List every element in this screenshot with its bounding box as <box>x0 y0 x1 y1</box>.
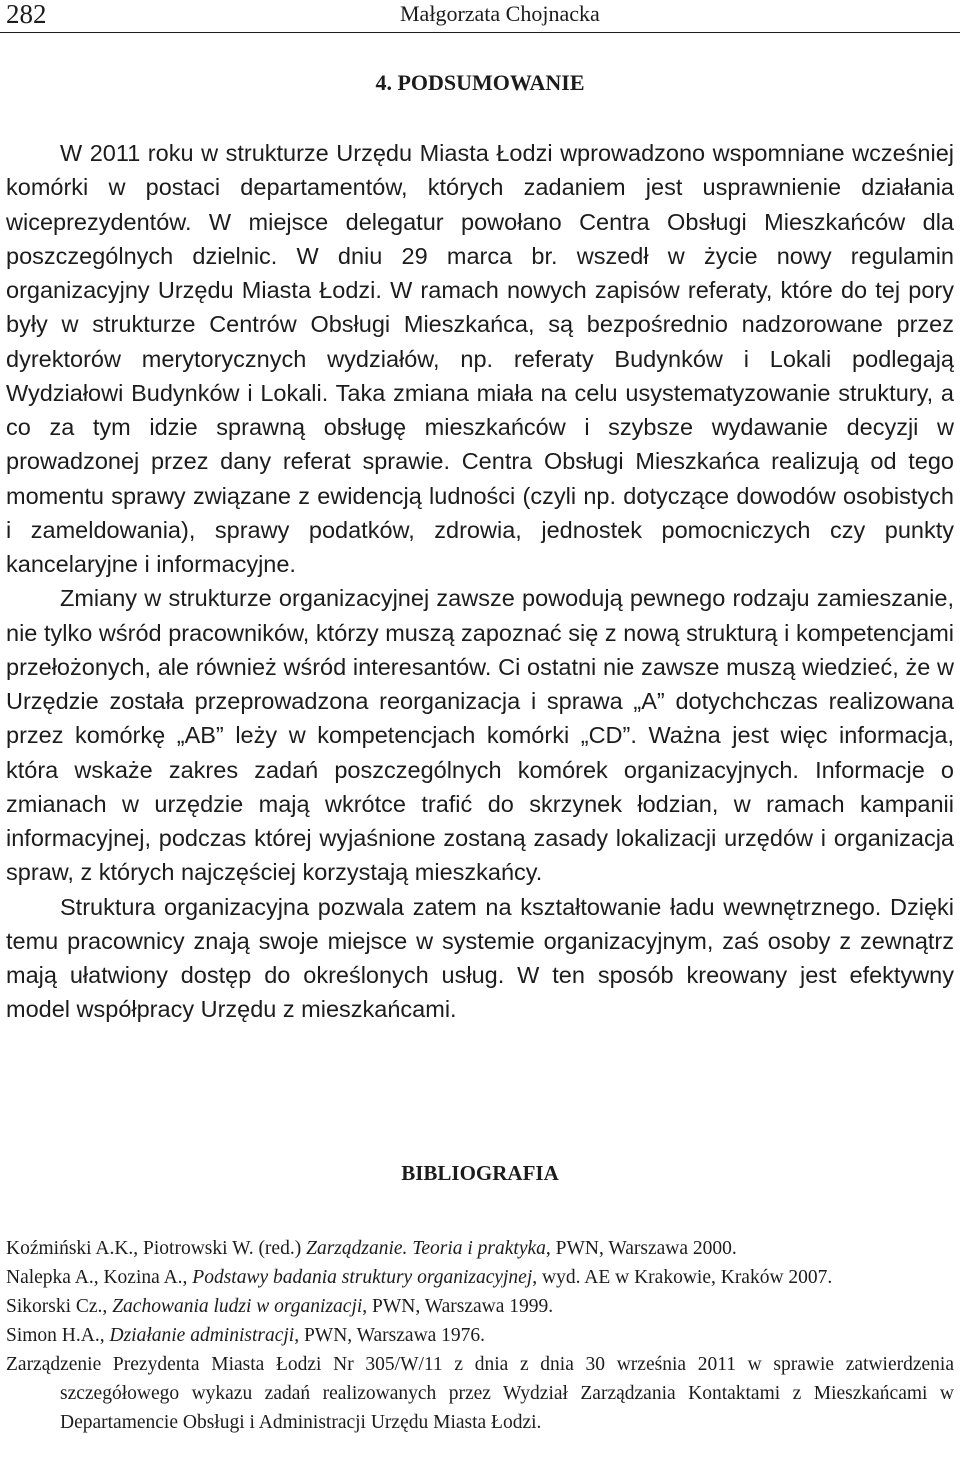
paragraph: Zmiany w strukturze organizacyjnej zawsze powodują pewnego rodzaju zamieszanie, nie tylko wśród pracowników, którzy muszą zapoznać się z nową strukturą i kompetencjami przełożonych, ale również wśród interesantów. Ci ostatni nie zawsze muszą wiedzieć, że w Urzędzie została przeprowadzona reorganizacja i sprawa „A” dotychchczas realizowana przez komórkę „AB” leży w kompetencjach komórki „CD”. Ważna jest więc informacja, która wskaże zakres zadań poszczególnych komórek organizacyjnych. Informacje o zmianach w urzędzie mają wkrótce trafić do skrzynek łodzian, w ramach kampanii informacyjnej, podczas której wyjaśnione zostaną zasady lokalizacji urzędów i organizacja spraw, z których najczęściej korzystają mieszkańcy. <box>6 585 954 886</box>
section-heading: 4. PODSUMOWANIE <box>375 70 585 95</box>
running-author: Małgorzata Chojnacka <box>400 1 600 26</box>
entry-authors: Nalepka A., Kozina A., <box>6 1267 193 1288</box>
bibliography-entry <box>6 1292 954 1321</box>
entry-authors: Sikorski Cz., <box>6 1296 113 1317</box>
entry-publisher: , PWN, Warszawa 1999. <box>362 1296 554 1317</box>
entry-authors: Simon H.A., <box>6 1325 110 1346</box>
entry-title: Podstawy badania struktury organizacyjnej <box>192 1267 533 1288</box>
running-header <box>0 0 960 33</box>
bibliography-entry <box>6 1350 954 1437</box>
entry-publisher: , PWN, Warszawa 2000. <box>545 1238 737 1259</box>
entry-publisher: , wyd. AE w Krakowie, Kraków 2007. <box>532 1267 833 1288</box>
bibliography-list <box>6 1234 954 1437</box>
entry-title: Działanie administracji <box>109 1325 295 1346</box>
bibliography-entry <box>6 1263 954 1292</box>
entry-title: Zarządzanie. Teoria i praktyka <box>306 1238 546 1259</box>
paragraph: Struktura organizacyjna pozwala zatem na kształtowanie ładu wewnętrznego. Dzięki temu pracownicy znają swoje miejsce w systemie organizacyjnym, zaś osoby z zewnątrz mają ułatwiony dostęp do określonych usług. W ten sposób kreowany jest efektywny model współpracy Urzędu z mieszkańcami. <box>6 893 954 1023</box>
bibliography-entry <box>6 1234 954 1263</box>
entry-title: Zachowania ludzi w organizacji <box>112 1296 363 1317</box>
paragraph: W 2011 roku w strukturze Urzędu Miasta Łodzi wprowadzono wspomniane wcześniej komórki w postaci departamentów, których zadaniem jest usprawnienie działania wiceprezydentów. W miejsce delegatur powołano Centra Obsługi Mieszkańców dla poszczególnych dzielnic. W dniu 29 marca br. wszedł w życie nowy regulamin organizacyjny Urzędu Miasta Łodzi. W ramach nowych zapisów referaty, które do tej pory były w strukturze Centrów Obsługi Mieszkańca, są bezpośrednio nadzorowane przez dyrektorów merytorycznych wydziałów, np. referaty Budynków i Lokali podlegają Wydziałowi Budynków i Lokali. Taka zmiana miała na celu usystematyzowanie struktury, a co za tym idzie sprawną obsługę mieszkańców i szybsze wydawanie decyzji w prowadzonej przez dany referat sprawie. Centra Obsługi Mieszkańca realizują od tego momentu sprawy związane z ewidencją ludności (czyli np. dotyczące dowodów osobistych i zameldowania), sprawy podatków, zdrowia, jednostek pomocniczych czy punkty kancelaryjne i informacyjne. <box>6 140 954 577</box>
entry-publisher: , PWN, Warszawa 1976. <box>294 1325 486 1346</box>
entry-authors: Zarządzenie Prezydenta Miasta Łodzi Nr 305/W/11 z dnia z dnia 30 września 2011 w sprawie zatwierdzenia szczegółowego wykazu zadań realizowanych przez Wydział Zarządzania Kontaktami z Mieszkańcami w Departamencie Obsługi i Administracji Urzędu Miasta Łodzi. <box>6 1354 954 1433</box>
entry-authors: Koźmiński A.K., Piotrowski W. (red.) <box>6 1238 307 1259</box>
summary-body <box>6 136 954 1027</box>
page-number: 282 <box>6 0 47 29</box>
bibliography-heading: BIBLIOGRAFIA <box>401 1161 559 1185</box>
bibliography-entry <box>6 1321 954 1350</box>
